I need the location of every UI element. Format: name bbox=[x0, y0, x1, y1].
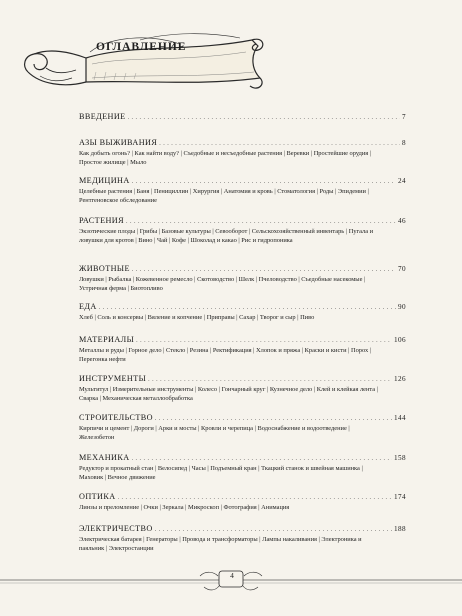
section-subtopics: Металлы и руды | Горное дело | Стекло | Резина | Ректификация | Хлопок и пряжа | Краски и кисти | Порох | Перегонка нефти bbox=[79, 347, 372, 363]
toc-entry-electricity[interactable] bbox=[79, 524, 406, 553]
toc-entry-materials[interactable] bbox=[79, 335, 406, 364]
dot-leader bbox=[128, 115, 400, 121]
section-title: ОПТИКА bbox=[79, 492, 116, 501]
section-title: МЕХАНИКА bbox=[79, 453, 130, 462]
dot-leader bbox=[155, 527, 392, 533]
dot-leader bbox=[99, 305, 396, 311]
dot-leader bbox=[132, 179, 396, 185]
page-number: 24 bbox=[398, 177, 406, 185]
dot-leader bbox=[132, 267, 396, 273]
section-title: ЕДА bbox=[79, 302, 97, 311]
section-subtopics: Электрическая батарея | Генераторы | Провода и трансформаторы | Лампы накаливания | Электроника и паяльник | Электростанции bbox=[79, 536, 362, 552]
dot-leader bbox=[126, 219, 396, 225]
page-number: 126 bbox=[394, 375, 406, 383]
toc-entry-medicine[interactable] bbox=[79, 176, 406, 205]
section-title: МЕДИЦИНА bbox=[79, 176, 130, 185]
section-title: ЭЛЕКТРИЧЕСТВО bbox=[79, 524, 153, 533]
section-title: АЗЫ ВЫЖИВАНИЯ bbox=[79, 138, 158, 147]
page-number: 144 bbox=[394, 414, 406, 422]
section-subtopics: Как добыть огонь? | Как найти воду? | Съедобные и несъедобные растения | Веревки | Простейшие орудия | Простое жилище | Мыло bbox=[79, 150, 372, 166]
page-number: 188 bbox=[394, 525, 406, 533]
dot-leader bbox=[148, 377, 392, 383]
toc-entry-food[interactable] bbox=[79, 302, 406, 323]
dot-leader bbox=[118, 495, 393, 501]
dot-leader bbox=[136, 338, 392, 344]
section-subtopics: Редуктор и прокатный стан | Велосипед | Часы | Подъемный кран | Ткацкий станок и швейная машинка | Маховик | Вечное движение bbox=[79, 465, 363, 481]
page-number: 106 bbox=[394, 336, 406, 344]
dot-leader bbox=[159, 141, 400, 147]
toc-entry-construction[interactable] bbox=[79, 413, 406, 442]
dot-leader bbox=[155, 416, 392, 422]
page-number: 7 bbox=[402, 113, 406, 121]
page-number-footer: 4 bbox=[230, 571, 234, 580]
section-subtopics: Мультитул | Измерительные инструменты | Колесо | Гончарный круг | Кузнечное дело | Клей и клейкая лента | Сварка | Механическая металлообработка bbox=[79, 386, 379, 402]
scroll-banner bbox=[20, 22, 265, 100]
toc-entry-mechanics[interactable] bbox=[79, 453, 406, 482]
toc-entry-optics[interactable] bbox=[79, 492, 406, 513]
section-title: МАТЕРИАЛЫ bbox=[79, 335, 135, 344]
page-number: 158 bbox=[394, 454, 406, 462]
section-subtopics: Целебные растения | Баня | Пенициллин | Хирургия | Анатомия и кровь | Стоматология | Роды | Эпидемии | Рентгеновское обследование bbox=[79, 188, 369, 204]
section-title: ВВЕДЕНИЕ bbox=[79, 112, 126, 121]
toc-entry-survival-basics[interactable] bbox=[79, 138, 406, 167]
toc-entry-animals[interactable] bbox=[79, 264, 406, 293]
section-subtopics: Кирпичи и цемент | Дороги | Арки и мосты | Кровли и черепица | Водоснабжение и водоотведение | Железобетон bbox=[79, 425, 350, 441]
section-title: СТРОИТЕЛЬСТВО bbox=[79, 413, 153, 422]
section-subtopics: Экзотические плоды | Грибы | Базовые культуры | Севооборот | Сельскохозяйственный инвентарь | Пугала и ловушки для кротов | Вино | Чай | Кофе | Шоколад и какао | Рис и гидропоника bbox=[79, 228, 374, 244]
toc-entry-introduction[interactable] bbox=[79, 112, 406, 121]
section-subtopics: Линзы и преломление | Очки | Зеркала | Микроскоп | Фотография | Анимация bbox=[79, 504, 290, 511]
toc-title: ОГЛАВЛЕНИЕ bbox=[96, 41, 187, 53]
toc-entry-tools[interactable] bbox=[79, 374, 406, 403]
page-number: 8 bbox=[402, 139, 406, 147]
dot-leader bbox=[132, 456, 393, 462]
section-title: РАСТЕНИЯ bbox=[79, 216, 124, 225]
page-number: 46 bbox=[398, 217, 406, 225]
page-number: 90 bbox=[398, 303, 406, 311]
page-number: 70 bbox=[398, 265, 406, 273]
section-subtopics: Ловушки | Рыбалка | Кожевенное ремесло | Скотоводство | Шелк | Пчеловодство | Съедобные насекомые | Устричная ферма | Биотопливо bbox=[79, 276, 366, 292]
toc-entry-plants[interactable] bbox=[79, 216, 406, 245]
section-title: ИНСТРУМЕНТЫ bbox=[79, 374, 147, 383]
section-subtopics: Хлеб | Соль и консервы | Вяление и копчение | Приправы | Сахар | Творог и сыр | Пиво bbox=[79, 314, 315, 321]
page-number: 174 bbox=[394, 493, 406, 501]
section-title: ЖИВОТНЫЕ bbox=[79, 264, 130, 273]
